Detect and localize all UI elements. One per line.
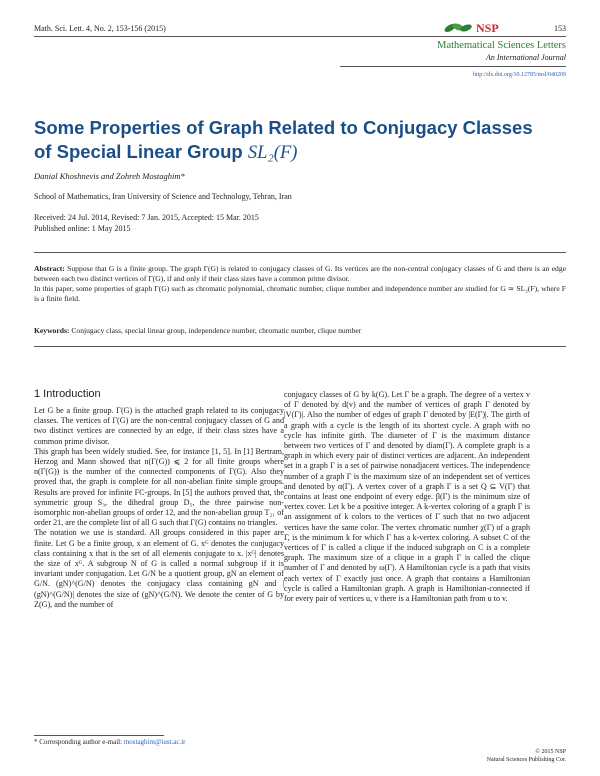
footnote-rule bbox=[34, 735, 164, 736]
header-rule bbox=[34, 36, 566, 37]
abstract-bottom-rule bbox=[34, 346, 566, 347]
keywords-label: Keywords: bbox=[34, 326, 70, 335]
logo-text: NSP bbox=[476, 21, 499, 35]
paper-title-text: Some Properties of Graph Related to Conjugacy Classes of Special Linear Group bbox=[34, 117, 533, 162]
footnote-label: * Corresponding author e-mail: bbox=[34, 738, 123, 746]
col1-paragraph: This graph has been widely studied. See, for instance [1, 5]. In [1] Bertram, Herzog and Mann showed that n(Γ(G)) ⩽ 2 for all finite groups where n(Γ(G)) is the number of the connected components of Γ(G). Also they proved that, the graph is complete for all non-abelian finite simple groups. Results are proved for infinite FC-groups. In [5] the authors proved that, the symmetric group S₃, the dihedral group D₅, the three pairwise non-isomorphic non-abelian groups of order 12, and the non-abelian group T₂₁ of order 21, are the complete list of all G such that Γ(G) contains no triangles. bbox=[34, 446, 284, 528]
paper-title-math: SL₂(F) bbox=[247, 143, 298, 163]
authors: Danial Khoshnevis and Zohreh Mostaghim* bbox=[34, 171, 185, 181]
abstract-p2: In this paper, some properties of graph Γ(G) such as chromatic polynomial, chromatic number, clique number and independence number are studied for G ≃ SL₂(F), where F is a finite field. bbox=[34, 284, 566, 303]
dates bbox=[34, 212, 259, 234]
publisher-logo bbox=[442, 18, 524, 38]
copyright-line: © 2015 NSP bbox=[535, 749, 566, 755]
footnote bbox=[34, 738, 186, 746]
page-number: 153 bbox=[554, 24, 566, 33]
running-header-citation: Math. Sci. Lett. 4, No. 2, 153-156 (2015) bbox=[34, 24, 166, 33]
journal-name: Mathematical Sciences Letters bbox=[437, 40, 566, 51]
journal-subtitle: An International Journal bbox=[486, 53, 566, 62]
journal-block bbox=[437, 40, 566, 64]
received-dates: Received: 24 Jul. 2014, Revised: 7 Jan. 2015, Accepted: 15 Mar. 2015 bbox=[34, 213, 259, 222]
published-date: Published online: 1 May 2015 bbox=[34, 224, 131, 233]
author-email-link[interactable]: mostaghim@iust.ac.ir bbox=[123, 738, 186, 746]
col1-paragraph: Let G be a finite group. Γ(G) is the attached graph related to its conjugacy classes. The vertices of Γ(G) are the non-central conjugacy classes of G and two distinct vertices are connected by an edge, if their class sizes have a common prime divisor. bbox=[34, 406, 284, 446]
paper-title bbox=[34, 116, 554, 165]
section-heading: 1 Introduction bbox=[34, 388, 101, 400]
abstract-p1: Suppose that G is a finite group. The graph Γ(G) is related to conjugacy classes of G. Its vertices are the non-central conjugacy classes of G and there is an edge between each two distinct vertices of Γ(G), if and only if their class sizes have a common prime divisor. bbox=[34, 264, 566, 283]
keywords-text: Conjugacy class, special linear group, independence number, chromatic number, clique number bbox=[71, 326, 362, 335]
col2-paragraph: conjugacy classes of G by k(G). Let Γ be a graph. The degree of a vertex v of Γ denoted by d(v) and the number of vertices of graph Γ denoted by |V(Γ)|. Also the number of edges of graph Γ denoted by |E(Γ)|. The girth of a graph with a cycle is the length of its shortest cycle. A graph with no cycle has infinite girth. The diameter of Γ is the maximum distance between two vertices of Γ and denoted by diam(Γ). A complete graph is a graph in which every pair of distinct vertices are adjacent. An independent set in a graph Γ is a set of pairwise nonadjacent vertices. The independence number of a graph Γ is the maximum size of an independent set of vertices and denoted by α(Γ). A vertex cover of a graph Γ is a set Q ⊆ V(Γ) that contains at least one endpoint of every edge. β(Γ) is the minimum size of vertex cover. Let k be a positive integer. A k-vertex coloring of a graph Γ is an assignment of k colors to the vertices of Γ such that no two adjacent vertices have the same color. The vertex chromatic number χ(Γ) of a graph Γ, is the minimum k for which Γ has a k-vertex coloring. A subset C of the vertices of Γ is called a clique if the induced subgraph on C is a complete graph. The maximum size of a clique in a graph Γ is called the clique number of Γ and denoted by ω(Γ). A Hamiltonian cycle is a path that visits each vertex of Γ exactly just once. A graph that contains a Hamiltonian cycle is called a Hamiltonian graph. A graph is Hamiltonian-connected if for every pair of vertices u, v there is a Hamiltonian path from u to v. bbox=[284, 390, 530, 604]
doi-link[interactable]: http://dx.doi.org/10.12785/msl/040209 bbox=[472, 72, 566, 78]
journal-rule bbox=[340, 66, 566, 67]
col1-paragraph: The notation we use is standard. All groups considered in this paper are finite. Let G be a finite group, x an element of G. xᴳ denotes the conjugacy class containing x that is the set of all elements conjugate to x. |xᴳ| denotes the size of xᴳ. A subgroup N of G is called a normal subgroup if it is invariant under conjugation. Let G/N be a quotient group, gN an element of G/N. (gN)^(G/N) denotes the conjugacy class containing gN and |(gN)^(G/N)| denotes the size of (gN)^(G/N). We denote the center of G by Z(G), and the number of bbox=[34, 528, 284, 609]
keywords bbox=[34, 326, 566, 335]
abstract-label: Abstract: bbox=[34, 264, 65, 273]
abstract bbox=[34, 264, 566, 304]
abstract-top-rule bbox=[34, 252, 566, 253]
publisher-line: Natural Sciences Publishing Cor. bbox=[486, 757, 566, 763]
affiliation: School of Mathematics, Iran University of Science and Technology, Tehran, Iran bbox=[34, 192, 292, 201]
leaf-icon bbox=[443, 22, 472, 33]
column-right bbox=[284, 390, 530, 604]
column-left bbox=[34, 406, 284, 610]
copyright bbox=[487, 748, 566, 764]
